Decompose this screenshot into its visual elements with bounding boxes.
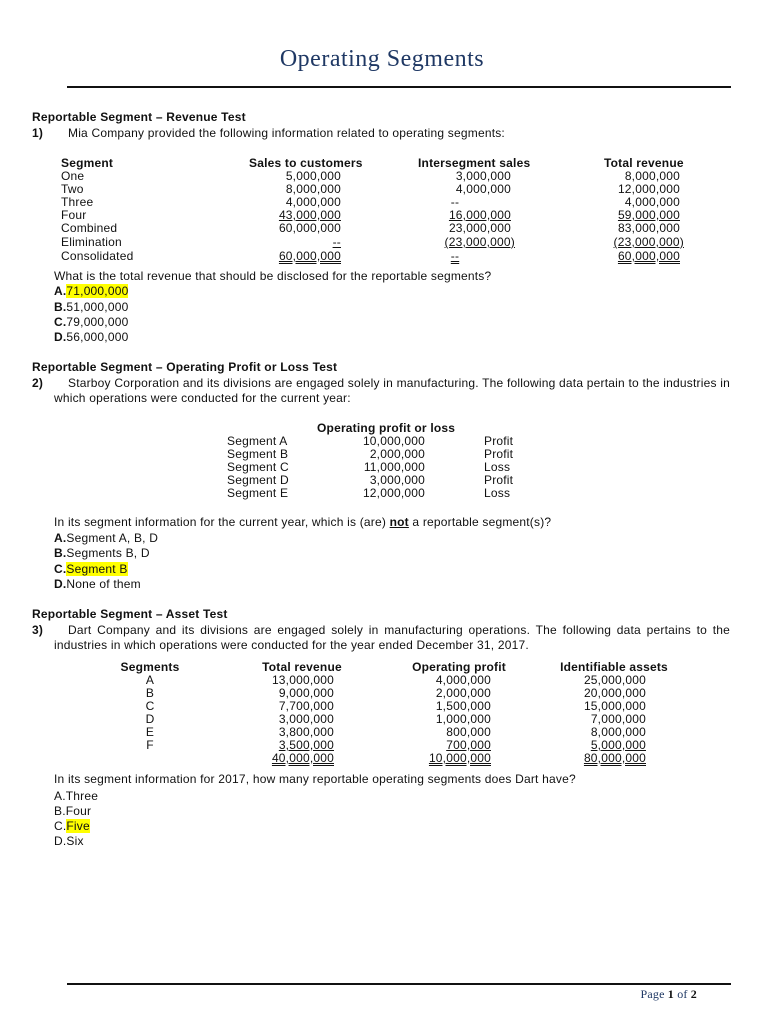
question-3-intro: Dart Company and its divisions are engaged solely in manufacturing operations. The following data pertains to the industries in which operations were conducted for the year ended December 31, 2017. — [54, 623, 730, 652]
q2-cell: Loss — [484, 460, 511, 474]
header-rule — [67, 86, 731, 88]
question-2-text: In its segment information for the current year, which is (are) not a reportable segment(s)? — [54, 515, 552, 529]
q3-cell: 9,000,000 — [278, 686, 334, 700]
q1-cell: 60,000,000 — [278, 249, 341, 263]
q2-cell: Profit — [484, 473, 514, 487]
q3-cell: 8,000,000 — [590, 725, 646, 739]
question-number-3: 3) — [32, 623, 44, 637]
q2-cell: Segment E — [227, 486, 289, 500]
q1-cell: 60,000,000 — [617, 249, 680, 263]
q3-header-profit: Operating profit — [412, 660, 506, 674]
q1-cell: 4,000,000 — [455, 182, 511, 196]
q2-header: Operating profit or loss — [317, 421, 456, 435]
q1-cell: 5,000,000 — [285, 169, 341, 183]
q1-cell: -- — [332, 235, 341, 249]
q3-header-assets: Identifiable assets — [560, 660, 668, 674]
q1-cell: -- — [450, 195, 460, 209]
section-heading-asset-test: Reportable Segment – Asset Test — [32, 607, 228, 621]
section-heading-revenue-test: Reportable Segment – Revenue Test — [32, 110, 246, 124]
q3-cell: E — [145, 725, 155, 739]
q1-cell: 60,000,000 — [278, 221, 341, 235]
question-number-1: 1) — [32, 126, 44, 140]
q2-option-a[interactable]: A.Segment A, B, D — [54, 531, 159, 545]
q1-cell: (23,000,000) — [613, 235, 684, 249]
q1-cell: -- — [450, 249, 460, 263]
q2-cell: Segment A — [227, 434, 288, 448]
footer-rule — [67, 983, 731, 985]
q1-option-c[interactable]: C.79,000,000 — [54, 315, 129, 329]
q3-cell: 700,000 — [446, 738, 491, 752]
q2-option-c[interactable]: C.Segment B — [54, 562, 128, 576]
question-1-text: What is the total revenue that should be disclosed for the reportable segments? — [54, 269, 492, 283]
q2-cell: 12,000,000 — [362, 486, 425, 500]
q3-option-b[interactable]: B.Four — [54, 804, 92, 818]
q3-cell: 1,000,000 — [435, 712, 491, 726]
q3-cell: 15,000,000 — [583, 699, 646, 713]
q1-option-b[interactable]: B.51,000,000 — [54, 300, 129, 314]
question-3-text: In its segment information for 2017, how many reportable operating segments does Dart have? — [54, 772, 576, 786]
q1-cell: 4,000,000 — [624, 195, 680, 209]
q2-cell: Profit — [484, 434, 514, 448]
q1-cell: 43,000,000 — [278, 208, 341, 222]
q3-cell: 5,000,000 — [590, 738, 646, 752]
q1-cell: 23,000,000 — [448, 221, 511, 235]
q2-cell: Segment B — [227, 447, 289, 461]
q3-total: 80,000,000 — [583, 751, 646, 765]
q1-cell: 4,000,000 — [285, 195, 341, 209]
q1-header-intersegment: Intersegment sales — [418, 156, 531, 170]
q3-cell: 25,000,000 — [583, 673, 646, 687]
q3-cell: C — [145, 699, 155, 713]
q1-header-total: Total revenue — [604, 156, 684, 170]
q3-cell: B — [145, 686, 155, 700]
q1-cell: (23,000,000) — [444, 235, 515, 249]
q3-cell: 7,700,000 — [278, 699, 334, 713]
q1-cell: Two — [61, 182, 84, 196]
q1-cell: One — [61, 169, 85, 183]
q3-cell: F — [146, 738, 154, 752]
q3-option-a[interactable]: A.Three — [54, 789, 99, 803]
question-2-intro: Starboy Corporation and its divisions are engaged solely in manufacturing. The following data pertain to the industries in which operations were conducted for the current year: — [54, 376, 730, 405]
q3-header-revenue: Total revenue — [262, 660, 342, 674]
q3-total: 10,000,000 — [428, 751, 491, 765]
q2-cell: 2,000,000 — [369, 447, 425, 461]
q1-option-d[interactable]: D.56,000,000 — [54, 330, 129, 344]
q3-cell: 4,000,000 — [435, 673, 491, 687]
q1-cell: 12,000,000 — [617, 182, 680, 196]
q3-option-d[interactable]: D.Six — [54, 834, 84, 848]
q1-header-segment: Segment — [61, 156, 114, 170]
q3-total: 40,000,000 — [271, 751, 334, 765]
page-title: Operating Segments — [279, 46, 485, 72]
q1-cell: 3,000,000 — [455, 169, 511, 183]
q3-cell: 20,000,000 — [583, 686, 646, 700]
q2-cell: 3,000,000 — [369, 473, 425, 487]
q3-cell: 1,500,000 — [435, 699, 491, 713]
question-1-intro: Mia Company provided the following information related to operating segments: — [68, 126, 505, 140]
q2-cell: Segment D — [227, 473, 289, 487]
q3-cell: 3,000,000 — [278, 712, 334, 726]
q3-cell: 2,000,000 — [435, 686, 491, 700]
q1-cell: Three — [61, 195, 94, 209]
q1-cell: Combined — [61, 221, 118, 235]
q2-option-d[interactable]: D.None of them — [54, 577, 141, 591]
q3-cell: 3,500,000 — [278, 738, 334, 752]
q3-cell: 800,000 — [446, 725, 491, 739]
q1-cell: 59,000,000 — [617, 208, 680, 222]
q2-cell: 10,000,000 — [362, 434, 425, 448]
q2-cell: Segment C — [227, 460, 289, 474]
q1-cell: 16,000,000 — [448, 208, 511, 222]
q3-header-segments: Segments — [120, 660, 180, 674]
q1-header-sales: Sales to customers — [249, 156, 363, 170]
q3-cell: A — [145, 673, 155, 687]
question-number-2: 2) — [32, 376, 44, 390]
q2-cell: 11,000,000 — [363, 460, 425, 474]
q3-cell: 7,000,000 — [590, 712, 646, 726]
q3-cell: D — [145, 712, 155, 726]
q1-cell: 8,000,000 — [285, 182, 341, 196]
q1-cell: 83,000,000 — [617, 221, 680, 235]
q1-cell: Consolidated — [61, 249, 134, 263]
q2-option-b[interactable]: B.Segments B, D — [54, 546, 150, 560]
section-heading-profit-test: Reportable Segment – Operating Profit or Loss Test — [32, 360, 338, 374]
q3-cell: 13,000,000 — [271, 673, 334, 687]
q3-cell: 3,800,000 — [278, 725, 334, 739]
q3-option-c[interactable]: C.Five — [54, 819, 90, 833]
q1-cell: Elimination — [61, 235, 122, 249]
q1-cell: 8,000,000 — [624, 169, 680, 183]
q1-option-a[interactable]: A.71,000,000 — [54, 284, 129, 298]
page-number: Page 1 of 2 — [640, 987, 697, 1001]
q1-cell: Four — [61, 208, 87, 222]
q2-cell: Loss — [484, 486, 511, 500]
q2-cell: Profit — [484, 447, 514, 461]
